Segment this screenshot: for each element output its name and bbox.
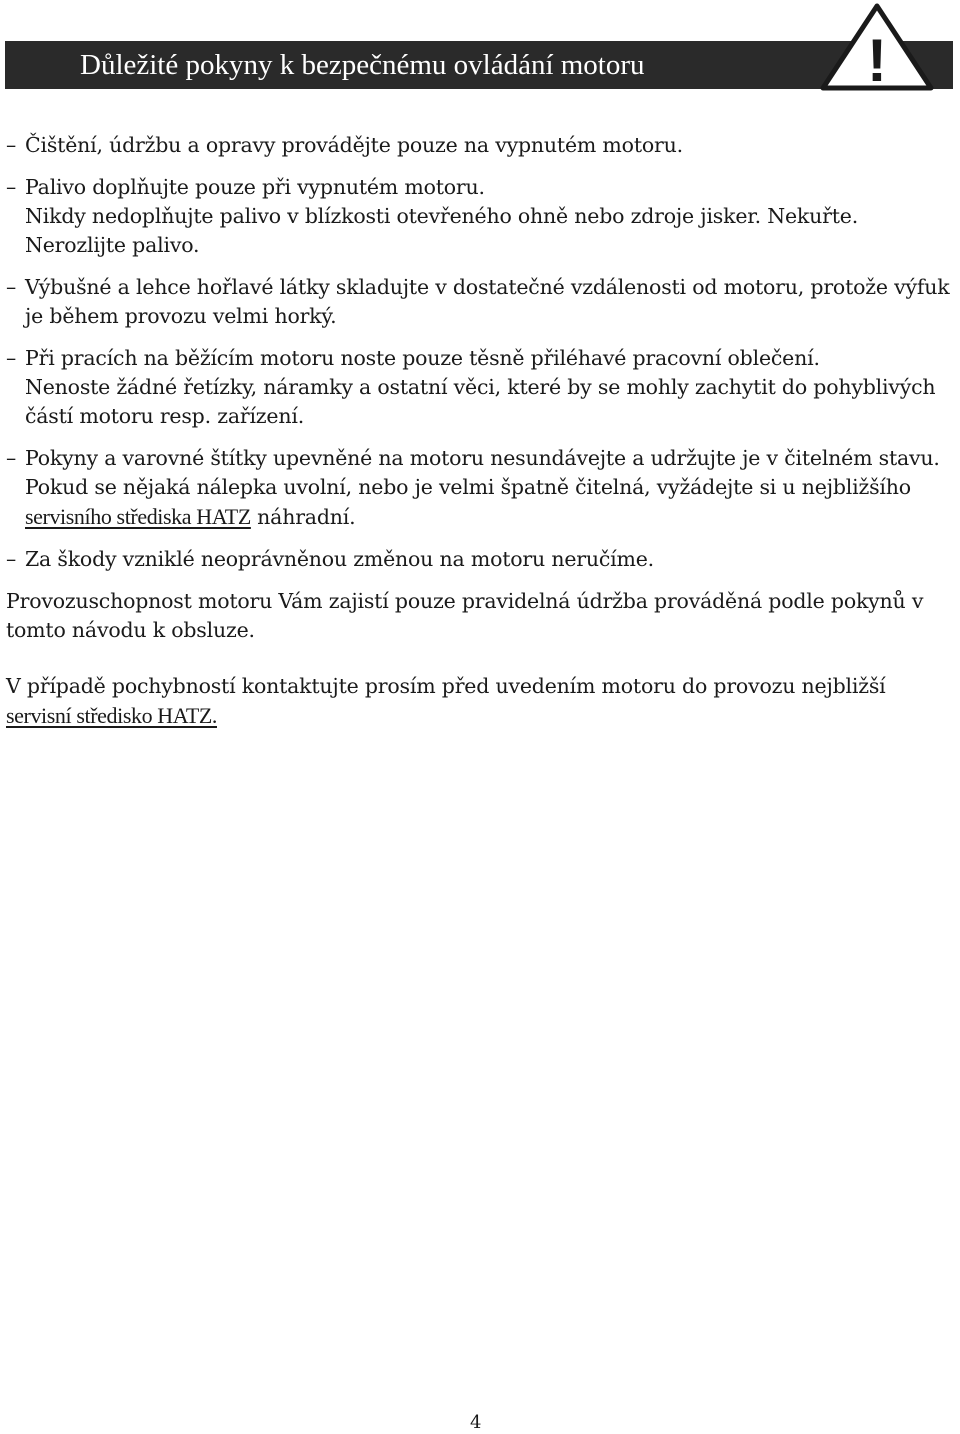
list-item — [6, 344, 950, 431]
list-item — [6, 173, 950, 260]
service-center-link: servisního střediska HATZ — [25, 504, 251, 529]
list-dash: – — [6, 133, 17, 157]
list-item-text: Při pracích na běžícím motoru noste pouze těsně přiléhavé pracovní oblečení. — [25, 346, 820, 370]
list-item — [6, 131, 950, 160]
list-dash: – — [6, 175, 17, 199]
list-dash: – — [6, 346, 17, 370]
page-number: 4 — [470, 1412, 482, 1433]
list-item-text — [25, 444, 950, 532]
list-item-text-part: náhradní. — [250, 505, 356, 529]
list-item-text: Za škody vzniklé neoprávněnou změnou na motoru neručíme. — [25, 547, 654, 571]
list-dash: – — [6, 547, 17, 571]
service-center-link: servisní středisko HATZ. — [6, 703, 217, 728]
page-title: Důležité pokyny k bezpečnému ovládání motoru — [80, 49, 645, 81]
warning-exclamation-glyph: ! — [867, 27, 887, 92]
list-item — [6, 444, 950, 532]
safety-instructions — [6, 131, 950, 752]
warning-triangle-icon — [818, 2, 958, 92]
list-item-text-part: Pokyny a varovné štítky upevněné na motoru nesundávejte a udržujte je v čitelném stavu. Pokud se nějaká nálepka uvolní, nebo je velmi špatně čitelná, vyžádejte si u nejbližšího — [25, 446, 940, 499]
list-item-text: Nenoste žádné řetízky, náramky a ostatní věci, které by se mohly zachytit do pohyblivých částí motoru resp. zařízení. — [25, 375, 936, 428]
list-item — [6, 273, 950, 331]
contact-text: V případě pochybností kontaktujte prosím před uvedením motoru do provozu nejbližší — [6, 674, 886, 698]
list-item-text: Čištění, údržbu a opravy provádějte pouze na vypnutém motoru. — [25, 133, 683, 157]
list-item — [6, 545, 950, 574]
list-item-text: Nikdy nedoplňujte palivo v blízkosti otevřeného ohně nebo zdroje jisker. Nekuřte. Nerozlijte palivo. — [25, 204, 859, 257]
contact-paragraph — [6, 672, 950, 731]
list-dash: – — [6, 446, 17, 470]
list-item-text: Výbušné a lehce hořlavé látky skladujte v dostatečné vzdálenosti od motoru, protože výfuk je během provozu velmi horký. — [25, 275, 950, 328]
list-item-text: Palivo doplňujte pouze při vypnutém motoru. — [25, 175, 485, 199]
maintenance-paragraph: Provozuschopnost motoru Vám zajistí pouze pravidelná údržba prováděná podle pokynů v tomto návodu k obsluze. — [6, 589, 924, 642]
list-dash: – — [6, 275, 17, 299]
